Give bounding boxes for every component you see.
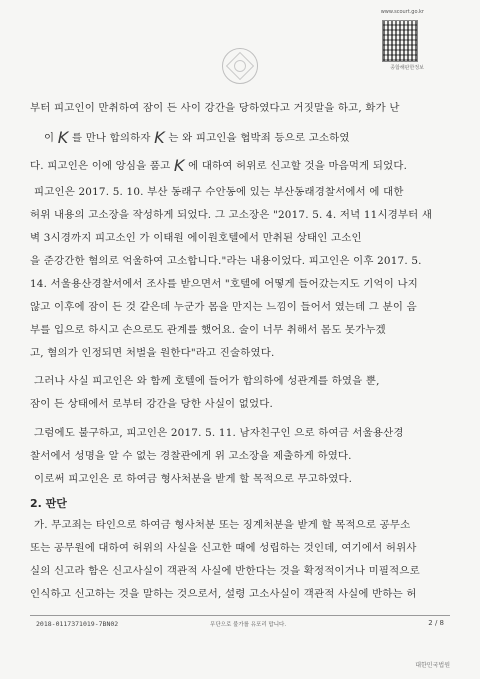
case-number: 2018-0117371019-7BN02	[36, 620, 119, 628]
body-line: 피고인은 2017. 5. 10. 부산 동래구 수안동에 있는 부산동래경찰서에서 에 대한	[34, 186, 404, 198]
court-name: 대한민국법원	[415, 662, 450, 669]
body-line: 실의 신고라 함은 신고사실이 객관적 사실에 반한다는 것을 확정적이거나 미필적으로	[30, 565, 420, 577]
footer-notice: 무단으로 불가를 유포리 맙니다.	[210, 622, 287, 628]
handwritten-initial: K	[154, 128, 165, 147]
footer-divider	[30, 615, 450, 616]
body-line: 그러나 사실 피고인은 와 함께 호텔에 들어가 합의하에 성관계를 하였을 뿐,	[34, 375, 380, 387]
body-line: 이 K 를 만나 합의하자 K 는 와 피고인을 협박죄 등으로 고소하였	[44, 128, 350, 147]
handwritten-initial: K	[173, 156, 185, 175]
body-line: 을 준강간한 혐의로 억울하여 고소합니다."라는 내용이었다. 피고인은 이후 2017. 5.	[30, 255, 422, 267]
site-url: www.scourt.go.kr	[380, 9, 424, 15]
body-line: 이로써 피고인은 로 하여금 형사처분을 받게 할 목적으로 무고하였다.	[34, 473, 353, 485]
body-line: 허위 내용의 고소장을 작성하게 되었다. 그 고소장은 "2017. 5. 4. 저녁 11시경부터 새	[30, 209, 433, 221]
qr-caption: 종합해판한정보	[390, 65, 424, 71]
body-line: 않고 이후에 잠이 든 것 같은데 누군가 몸을 만지는 느낌이 들어서 였는데 그 분이 음	[30, 301, 417, 313]
body-line: 부를 입으로 하시고 손으로도 관계를 했어요. 술이 너무 취해서 몸도 못가누겠	[30, 324, 386, 336]
body-line: 또는 공무원에 대하여 허위의 사실을 신고한 때에 성립하는 것인데, 여기에서 허위사	[30, 542, 417, 554]
body-line: 인식하고 신고하는 것을 말하는 것으로서, 설령 고소사실이 객관적 사실에 반하는 허	[30, 588, 417, 600]
body-line: 그럼에도 불구하고, 피고인은 2017. 5. 11. 남자친구인 으로 하여금 서울용산경	[34, 427, 404, 439]
handwritten-initial: K	[57, 128, 69, 147]
court-seal-icon	[222, 48, 258, 84]
page-number: 2 / 8	[428, 619, 444, 627]
body-line: 찰서에서 성명을 알 수 없는 경찰관에게 위 고소장을 제출하게 하였다.	[30, 450, 352, 462]
body-line: 고, 혐의가 인정되면 처벌을 원한다"라고 진술하였다.	[30, 347, 275, 359]
qr-code-icon	[382, 20, 418, 62]
body-line: 가. 무고죄는 타인으로 하여금 형사처분 또는 징계처분을 받게 할 목적으로 공무소	[34, 519, 411, 531]
section-heading: 2. 판단	[30, 497, 67, 510]
body-line: 부터 피고인이 만취하여 잠이 든 사이 강간을 당하였다고 거짓말을 하고, 화가 난	[30, 102, 400, 114]
body-line: 14. 서울용산경찰서에서 조사를 받으면서 "호텔에 어떻게 들어갔는지도 기억이 나지	[30, 278, 418, 290]
body-line: 잠이 든 상태에서 로부터 강간을 당한 사실이 없었다.	[30, 398, 274, 410]
body-line: 벽 3시경까지 피고소인 가 이태원 에이원호텔에서 만취된 상태인 고소인	[30, 232, 362, 244]
body-line: 다. 피고인은 이에 앙심을 품고 K 에 대하여 허위로 신고할 것을 마음먹게 되었다.	[30, 156, 408, 175]
